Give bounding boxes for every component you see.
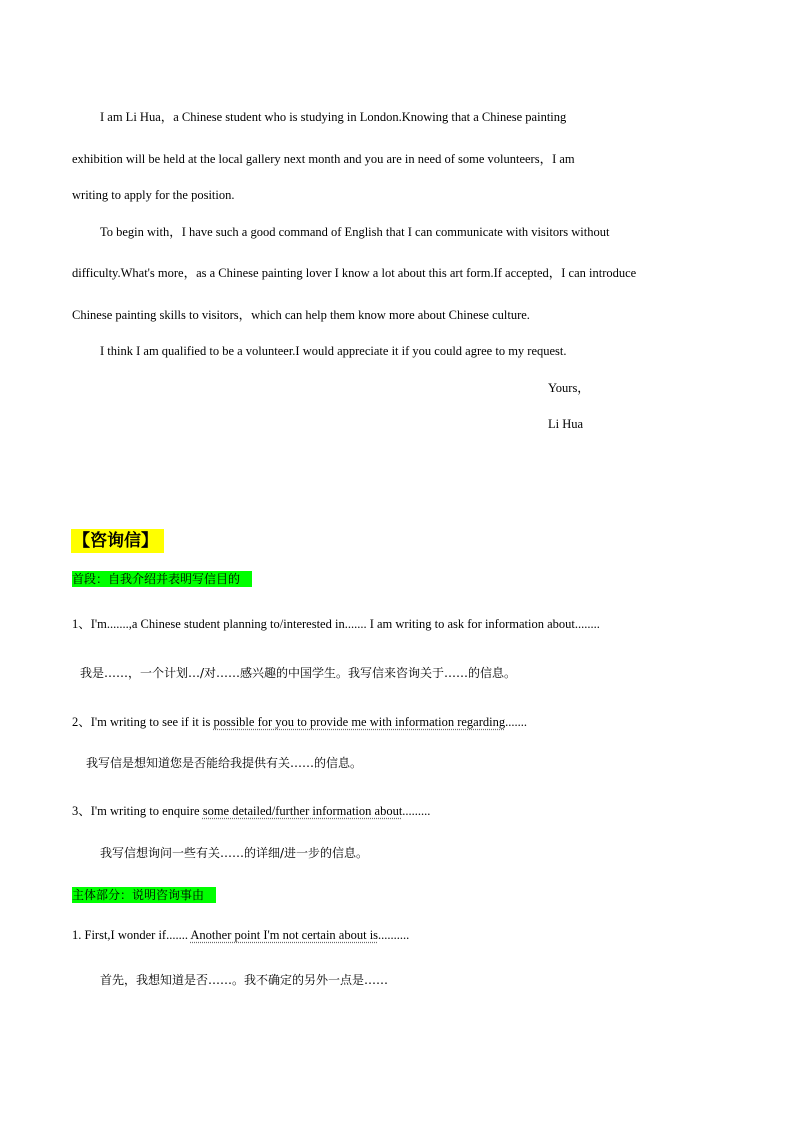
heading-body-label: 主体部分：说明咨询事由 <box>72 887 216 903</box>
item4-chinese: 首先，我想知道是否……。我不确定的另外一点是…… <box>100 973 389 987</box>
item4-underlined-phrase: Another point I'm not certain about is <box>190 928 379 942</box>
letter-para1-line2: exhibition will be held at the local gallery next month and you are in need of some volunteers，I am <box>72 152 575 166</box>
item3-chinese: 我写信想询问一些有关……的详细/进一步的信息。 <box>100 846 369 860</box>
letter-para1-line3: writing to apply for the position. <box>72 188 235 202</box>
item3-english <box>72 803 430 819</box>
item3-suffix: ......... <box>402 804 431 818</box>
letter-para2-line3: Chinese painting skills to visitors，which can help them know more about Chinese culture. <box>72 308 530 322</box>
item2-chinese: 我写信是想知道您是否能给我提供有关……的信息。 <box>86 756 363 770</box>
letter-para3-line1: I think I am qualified to be a volunteer.I would appreciate it if you could agree to my request. <box>100 344 567 358</box>
item3-underlined-phrase: some detailed/further information about <box>202 804 403 818</box>
letter-para1-line1: I am Li Hua，a Chinese student who is studying in London.Knowing that a Chinese painting <box>100 110 567 124</box>
item2-prefix: 2、I'm writing to see if it is <box>72 715 211 729</box>
item2-suffix: ....... <box>505 715 527 729</box>
item2-underlined-phrase: possible for you to provide me with information regarding <box>213 715 506 729</box>
item4-prefix: 1. First,I wonder if....... <box>72 928 188 942</box>
letter-signature: Li Hua <box>548 417 584 431</box>
item4-suffix: .......... <box>378 928 410 942</box>
letter-para2-line2: difficulty.What's more，as a Chinese painting lover I know a lot about this art form.If accepted，I can introduce <box>72 266 637 280</box>
item3-prefix: 3、I'm writing to enquire <box>72 804 200 818</box>
heading-body-paragraph <box>72 887 216 904</box>
section-title-label: 【咨询信】 <box>71 529 164 553</box>
item1-english: 1、I'm.......,a Chinese student planning to/interested in....... I am writing to ask for information about........ <box>72 617 600 631</box>
letter-para2-line1: To begin with，I have such a good command of English that I can communicate with visitors without <box>100 225 610 239</box>
letter-closing: Yours， <box>548 381 590 395</box>
heading-opening-paragraph <box>72 571 252 588</box>
item4-english <box>72 927 409 943</box>
item1-chinese: 我是……，一个计划…/对……感兴趣的中国学生。我写信来咨询关于……的信息。 <box>80 666 517 680</box>
section-title <box>71 530 164 552</box>
item2-english <box>72 714 527 730</box>
heading-opening-label: 首段：自我介绍并表明写信目的 <box>72 571 252 587</box>
